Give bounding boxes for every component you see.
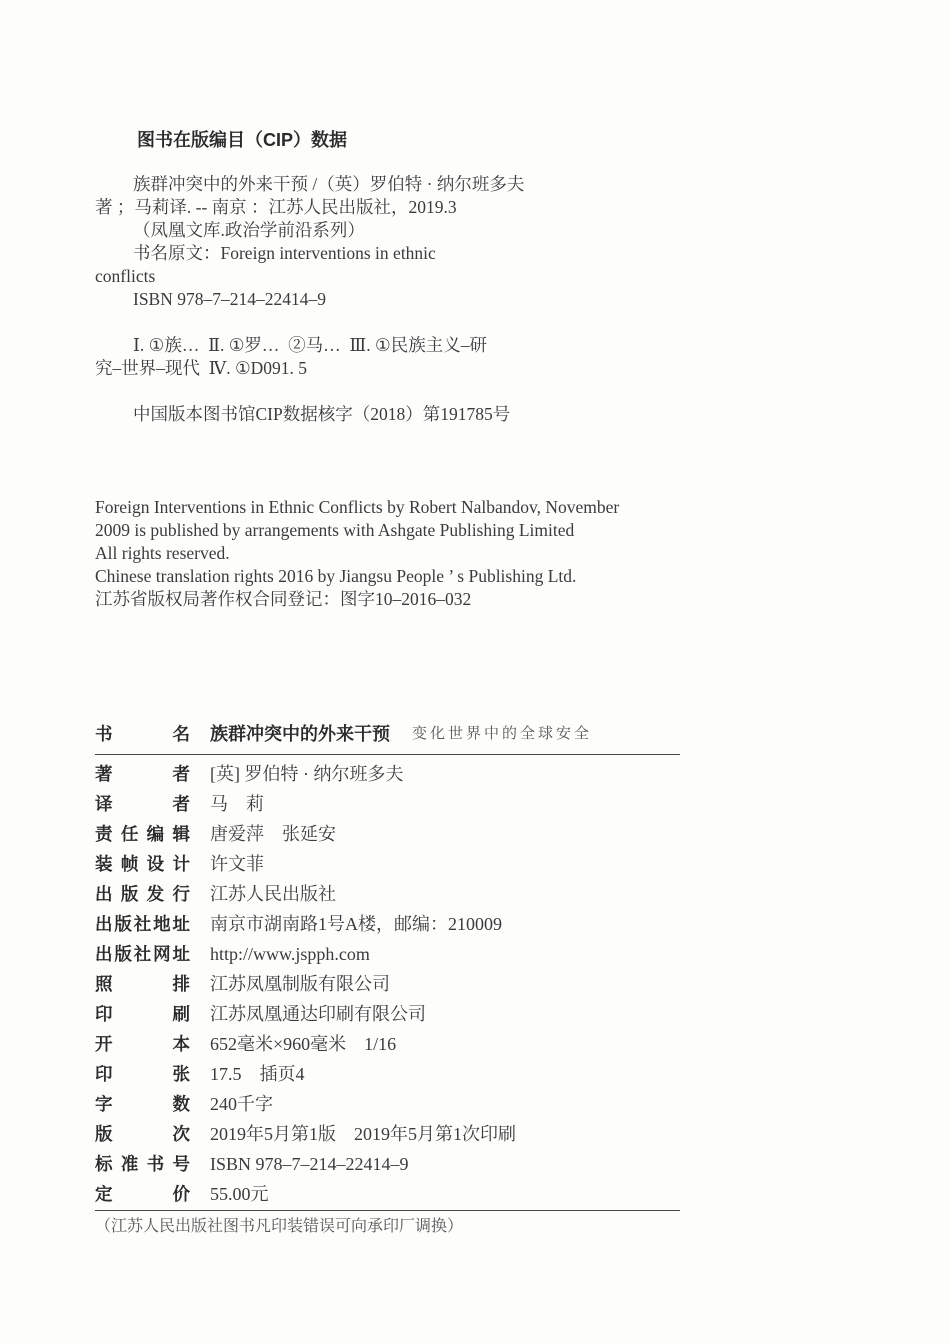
colophon-label: 译者 bbox=[95, 794, 190, 814]
colophon-value: 江苏人民出版社 bbox=[210, 884, 336, 904]
cip-author-publisher-line: 著 ；马莉译. -- 南京 ：江苏人民出版社，2019.3 bbox=[95, 197, 457, 217]
cip-subject-line: Ⅰ. ①族… Ⅱ. ①罗… ②马… Ⅲ. ①民族主义–研 bbox=[133, 335, 487, 355]
copyright-line: Chinese translation rights 2016 by Jiangsu People ’ s Publishing Ltd. bbox=[95, 566, 577, 586]
colophon-value: 马 莉 bbox=[210, 794, 264, 814]
copyright-line: Foreign Interventions in Ethnic Conflicts by Robert Nalbandov, November bbox=[95, 497, 620, 517]
colophon-row-publisher-website bbox=[95, 939, 680, 969]
colophon-label: 印刷 bbox=[95, 1004, 190, 1024]
cip-record-number: 中国版本图书馆CIP数据核字（2018）第191785号 bbox=[133, 404, 511, 424]
colophon-value: 南京市湖南路1号A楼，邮编：210009 bbox=[210, 914, 502, 934]
cip-header: 图书在版编目（CIP）数据 bbox=[137, 130, 348, 150]
colophon-label: 字数 bbox=[95, 1094, 190, 1114]
colophon-value: ISBN 978–7–214–22414–9 bbox=[210, 1154, 409, 1174]
series-title: 变化世界中的全球安全 bbox=[412, 726, 593, 742]
colophon-label: 定价 bbox=[95, 1184, 190, 1204]
copyright-notice bbox=[95, 496, 715, 611]
book-title: 族群冲突中的外来干预 bbox=[210, 724, 390, 744]
colophon-label: 著者 bbox=[95, 764, 190, 784]
colophon-row-publisher-address bbox=[95, 909, 680, 939]
colophon-value: 17.5 插页4 bbox=[210, 1064, 305, 1084]
colophon-label: 出版社网址 bbox=[95, 944, 190, 964]
colophon-row-author bbox=[95, 759, 680, 789]
colophon-label: 照排 bbox=[95, 974, 190, 994]
colophon-label: 出版社地址 bbox=[95, 914, 190, 934]
colophon-label: 责任编辑 bbox=[95, 824, 190, 844]
colophon-row-sheets bbox=[95, 1059, 680, 1089]
colophon-value: 江苏凤凰制版有限公司 bbox=[210, 974, 390, 994]
colophon-row-format bbox=[95, 1029, 680, 1059]
cip-subject-continued: 究–世界–现代 Ⅳ. ①D091. 5 bbox=[95, 358, 308, 378]
colophon-value: 2019年5月第1版 2019年5月第1次印刷 bbox=[210, 1124, 516, 1144]
colophon-row-typesetting bbox=[95, 969, 680, 999]
colophon-row-title bbox=[95, 719, 680, 749]
colophon-label: 开本 bbox=[95, 1034, 190, 1054]
colophon-value: 江苏凤凰通达印刷有限公司 bbox=[210, 1004, 426, 1024]
colophon-row-printing bbox=[95, 999, 680, 1029]
copyright-line: All rights reserved. bbox=[95, 543, 230, 563]
colophon-row-isbn bbox=[95, 1149, 680, 1179]
colophon-row-cover-design bbox=[95, 849, 680, 879]
cip-title-line: 族群冲突中的外来干预 /（英）罗伯特 · 纳尔班多夫 bbox=[133, 174, 525, 194]
colophon-label: 书名 bbox=[95, 724, 190, 744]
contract-registration-line: 江苏省版权局著作权合同登记：图字10–2016–032 bbox=[95, 589, 472, 609]
colophon-value: http://www.jspph.com bbox=[210, 944, 370, 964]
colophon-row-edition bbox=[95, 1119, 680, 1149]
misprint-notice: （江苏人民出版社图书凡印装错误可向承印厂调换） bbox=[95, 1218, 464, 1235]
colophon-label: 装帧设计 bbox=[95, 854, 190, 874]
cip-original-title-line: 书名原文：Foreign interventions in ethnic bbox=[133, 243, 436, 263]
colophon-row-translator bbox=[95, 789, 680, 819]
colophon-value: 55.00元 bbox=[210, 1184, 269, 1204]
colophon-row-price bbox=[95, 1179, 680, 1209]
cip-series-line: （凤凰文库.政治学前沿系列） bbox=[133, 220, 365, 240]
colophon-value: [英] 罗伯特 · 纳尔班多夫 bbox=[210, 764, 404, 784]
colophon-label: 版次 bbox=[95, 1124, 190, 1144]
colophon-label: 标准书号 bbox=[95, 1154, 190, 1174]
cip-original-title-continued: conflicts bbox=[95, 266, 156, 286]
colophon-value: 唐爱萍 张延安 bbox=[210, 824, 336, 844]
colophon-value: 240千字 bbox=[210, 1094, 273, 1114]
colophon-bottom-rule bbox=[95, 1210, 680, 1211]
colophon-label: 印张 bbox=[95, 1064, 190, 1084]
colophon-value: 许文菲 bbox=[210, 854, 264, 874]
colophon-top-rule bbox=[95, 754, 680, 755]
cip-isbn-line: ISBN 978–7–214–22414–9 bbox=[133, 289, 326, 309]
colophon-row-word-count bbox=[95, 1089, 680, 1119]
colophon-row-editor bbox=[95, 819, 680, 849]
colophon-value: 652毫米×960毫米 1/16 bbox=[210, 1034, 397, 1054]
colophon-table bbox=[95, 759, 680, 1209]
copyright-line: 2009 is published by arrangements with Ashgate Publishing Limited bbox=[95, 520, 575, 540]
cip-block bbox=[0, 173, 700, 426]
colophon-label: 出版发行 bbox=[95, 884, 190, 904]
colophon-row-publisher bbox=[95, 879, 680, 909]
